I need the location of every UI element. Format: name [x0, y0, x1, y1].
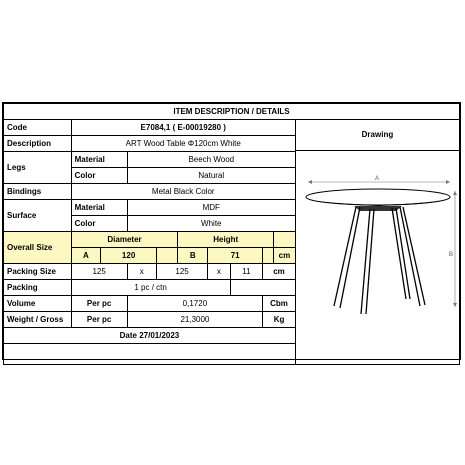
table-top	[306, 189, 450, 206]
bindings-value: Metal Black Color	[71, 184, 295, 200]
surface-color-label: Color	[71, 216, 127, 232]
weight-per: Per pc	[71, 312, 127, 328]
weight-label: Weight / Gross	[4, 312, 72, 328]
volume-value: 0,1720	[127, 296, 262, 312]
packing-value: 1 pc / ctn	[71, 280, 230, 296]
packing-x-1: x	[127, 264, 156, 280]
dim-b-value: 71	[208, 248, 263, 264]
diameter-label: Diameter	[71, 232, 178, 248]
packing-dim-2: 125	[156, 264, 207, 280]
sheet-title: ITEM DESCRIPTION / DETAILS	[4, 104, 460, 120]
overall-size-label: Overall Size	[4, 232, 72, 264]
code-value: E7084,1 ( E-00019280 )	[71, 120, 295, 136]
surface-material-label: Material	[71, 200, 127, 216]
dim-a-value: 120	[101, 248, 157, 264]
size-unit: cm	[273, 248, 295, 264]
legs-material-label: Material	[71, 152, 127, 168]
dim-a-label: A	[71, 248, 101, 264]
height-label: Height	[178, 232, 274, 248]
dim-b-label: B	[178, 248, 208, 264]
drawing-title: Drawing	[296, 120, 459, 151]
dimension-a-label: A	[374, 176, 379, 182]
packing-dim-1: 125	[71, 264, 127, 280]
code-label: Code	[4, 120, 72, 136]
surface-material-value: MDF	[127, 200, 295, 216]
packing-dim-3: 11	[230, 264, 263, 280]
surface-color-value: White	[127, 216, 295, 232]
dimension-a	[308, 176, 450, 184]
packing-x-2: x	[208, 264, 230, 280]
packing-size-label: Packing Size	[4, 264, 72, 280]
volume-label: Volume	[4, 296, 72, 312]
legs-label: Legs	[4, 152, 72, 184]
table-legs	[334, 207, 425, 314]
description-value: ART Wood Table Φ120cm White	[71, 136, 295, 152]
packing-label: Packing	[4, 280, 72, 296]
volume-per: Per pc	[71, 296, 127, 312]
dimension-b	[449, 191, 457, 307]
weight-unit: Kg	[263, 312, 296, 328]
metal-binding	[354, 206, 402, 211]
legs-material-value: Beech Wood	[127, 152, 295, 168]
drawing-panel	[295, 120, 459, 365]
weight-value: 21,3000	[127, 312, 262, 328]
spec-table	[3, 103, 460, 365]
bindings-label: Bindings	[4, 184, 72, 200]
legs-color-label: Color	[71, 168, 127, 184]
packing-size-unit: cm	[263, 264, 296, 280]
date-row: Date 27/01/2023	[4, 328, 296, 344]
spec-sheet	[2, 102, 461, 360]
description-label: Description	[4, 136, 72, 152]
surface-label: Surface	[4, 200, 72, 232]
legs-color-value: Natural	[127, 168, 295, 184]
table-drawing	[296, 151, 459, 349]
volume-unit: Cbm	[263, 296, 296, 312]
dimension-b-label: B	[448, 252, 453, 258]
